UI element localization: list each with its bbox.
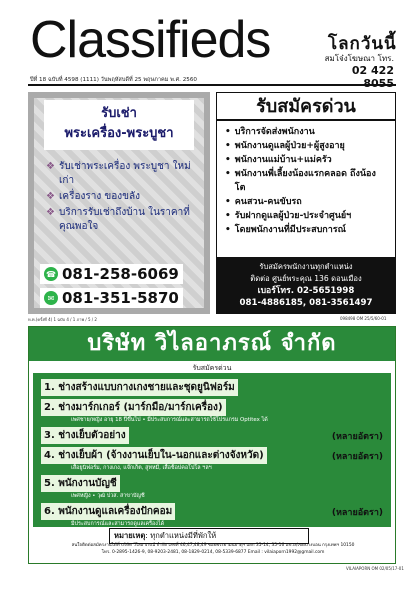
phone-icon: ☎ (44, 267, 58, 281)
job-item (41, 379, 383, 396)
list-item-text: พนักงานแม่บ้าน+แม่ครัว (234, 155, 332, 165)
bullet-icon: • (225, 141, 231, 151)
phone-line-1[interactable] (40, 264, 183, 284)
phone-number: 081-258-6069 (62, 265, 179, 283)
bullet-icon: • (225, 225, 231, 235)
company-contact (33, 543, 393, 556)
list-item (46, 160, 204, 188)
contact-line: ติดต่อ ศูนย์พระคุณ 136 ดอนเมือง (250, 274, 362, 283)
list-item-text: โดยพนักงานที่มีประสบการณ์ (234, 225, 346, 235)
issue-line: ปีที่ 18 ฉบับที่ 4598 (1111) วันพฤหัสบดีที่ 25 พฤษภาคม พ.ศ. 2560 (30, 77, 197, 83)
company-address: สนใจติดต่อสมัครงานได้ที่ บริษัท วิไลอาภรณ์ จำกัด เลขที่ 46,47,48,49 ซอยพระยามนธาตุฯ แยก 35-14, 35-16 แขวง/เขตบางบอน กรุงเทพฯ 10150 (71, 543, 355, 548)
job-item (41, 427, 383, 444)
job-item (41, 475, 383, 492)
list-item-text: รับเช่าพระเครื่อง พระบูชา ใหม่เก่า (58, 161, 191, 186)
job-item (41, 503, 383, 520)
bullet-icon: • (225, 127, 231, 137)
page-title: Classifieds (30, 11, 271, 69)
header-divider (28, 84, 396, 86)
company-title: บริษัท วิไลอาภรณ์ จำกัด (29, 327, 395, 361)
contact-line: รับสมัครพนักงานทุกตำแหน่ง (259, 262, 353, 271)
job-item (41, 447, 383, 464)
job-title: 1. ช่างสร้างแบบกางเกงชายและชุดยูนิฟอร์ม (41, 379, 238, 396)
bullet-icon: • (225, 197, 231, 207)
job-detail: เพศหญิง • วุฒิ ปวส. สาขาบัญชี (71, 493, 145, 499)
list-item (225, 195, 385, 209)
ad-recruitment-contact (217, 257, 395, 313)
job-list (33, 373, 391, 527)
ad-vilaiaporn (28, 326, 396, 564)
job-rate: (หลายอัตรา) (331, 431, 383, 442)
list-item-text: คนสวน-คนขับรถ (234, 197, 302, 207)
job-detail: เพศชาย/หญิง อายุ 18 ปีขึ้นไป • มีประสบการณ์และสามารถใช้โปรแกรม Optitex ได้ (71, 417, 268, 423)
phone-line-2[interactable] (40, 288, 183, 308)
list-item-text: พนักงานพี่เลี้ยงน้องแรกคลอด ถึงน้องโต (234, 169, 376, 193)
list-item (225, 209, 385, 223)
list-item-text: พนักงานดูแลผู้ป่วย+ผู้สูงอายุ (234, 141, 345, 151)
phone-number: 081-351-5870 (62, 289, 179, 307)
ad-amulet-heading (44, 100, 194, 150)
job-detail: มีประสบการณ์และสามารถดูแลเครื่องได้ (71, 521, 165, 527)
job-title: 2. ช่างมาร์กเกอร์ (มาร์กมือ/มาร์กเครื่อง) (41, 399, 226, 416)
bullet-icon: ❖ (46, 161, 55, 172)
list-item (225, 223, 385, 237)
list-item-text: รับฝากดูแลผู้ป่วย-ประจำศูนย์ฯ (234, 211, 352, 221)
ad-amulet-list (46, 160, 204, 236)
ad-recruitment (216, 92, 396, 314)
company-phone-email[interactable]: โทร. 0-2895-1426-9, 08-9203-2481, 08-1829-0214, 08-5339-6877 Email : vilaiaporn1992@gmail.com (101, 549, 325, 555)
bullet-icon: • (225, 169, 231, 179)
list-item-text: เครื่องราง ของขลัง (58, 191, 140, 202)
ad-amulet-title-2: พระเครื่อง-พระบูชา (64, 126, 174, 141)
job-title: 3. ช่างเย็บตัวอย่าง (41, 427, 129, 444)
job-item (41, 399, 383, 416)
brand-subtitle: สมโจ๋งโฆษณา โทร. (324, 54, 394, 63)
ad-ref-code: 098498 OM 25/5/60-01 (340, 316, 387, 321)
company-subtitle: รับสมัครด่วน (192, 364, 232, 372)
list-item (225, 125, 385, 139)
contact-mobile: 081-4886185, 081-3561497 (239, 298, 373, 308)
job-title: 5. พนักงานบัญชี (41, 475, 120, 492)
ad-amulet (28, 92, 210, 314)
note-label: หมายเหตุ (114, 531, 146, 540)
brand-logo: โลกวันนี้ (328, 34, 397, 54)
note-box (109, 528, 309, 544)
list-item (46, 190, 204, 204)
bullet-icon: ❖ (46, 191, 55, 202)
job-title: 4. ช่างเย็บผ้า (จ้างงานเย็บใน-นอกและต่างจังหวัด) (41, 447, 267, 464)
line-app-icon: ✉ (44, 291, 58, 305)
bullet-icon: ❖ (46, 207, 55, 218)
job-title: 6. พนักงานดูแลเครื่องปักคอม (41, 503, 175, 520)
job-detail: เสื้อยูนิฟอร์ม, กางเกง, แจ๊กเก็ต, สูทหมี, เสื้อช็อปคอโปโล ฯลฯ (71, 465, 212, 471)
list-item (46, 206, 204, 234)
ad-ref-code: VILAIAPORN OM 02/05/17-01 (346, 566, 404, 571)
bullet-icon: • (225, 155, 231, 165)
job-rate: (หลายอัตรา) (331, 451, 383, 462)
list-item-text: บริการจัดส่งพนักงาน (234, 127, 315, 137)
contact-phone: เบอร์โทร. 02-5651998 (257, 286, 355, 296)
note-text: : ทุกตำแหน่งมีที่พักให้ (145, 531, 217, 540)
brand-phone: 02 422 (351, 64, 394, 77)
ad-recruitment-list (225, 125, 385, 237)
job-rate: (หลายอัตรา) (331, 507, 383, 518)
bullet-icon: • (225, 211, 231, 221)
ad-ref-code: ห.ท.(ครั้งที่ 4) 1 ฉบับ 4 / 1 ภาพ / 5 / 2 (28, 317, 97, 322)
list-item (225, 167, 385, 195)
list-item-text: บริการรับเช่าถึงบ้าน ในราคาที่คุณพอใจ (58, 207, 190, 232)
list-item (225, 139, 385, 153)
list-item (225, 153, 385, 167)
ad-amulet-title-1: รับเช่า (101, 106, 137, 121)
ad-recruitment-title: รับสมัครด่วน (217, 93, 395, 121)
